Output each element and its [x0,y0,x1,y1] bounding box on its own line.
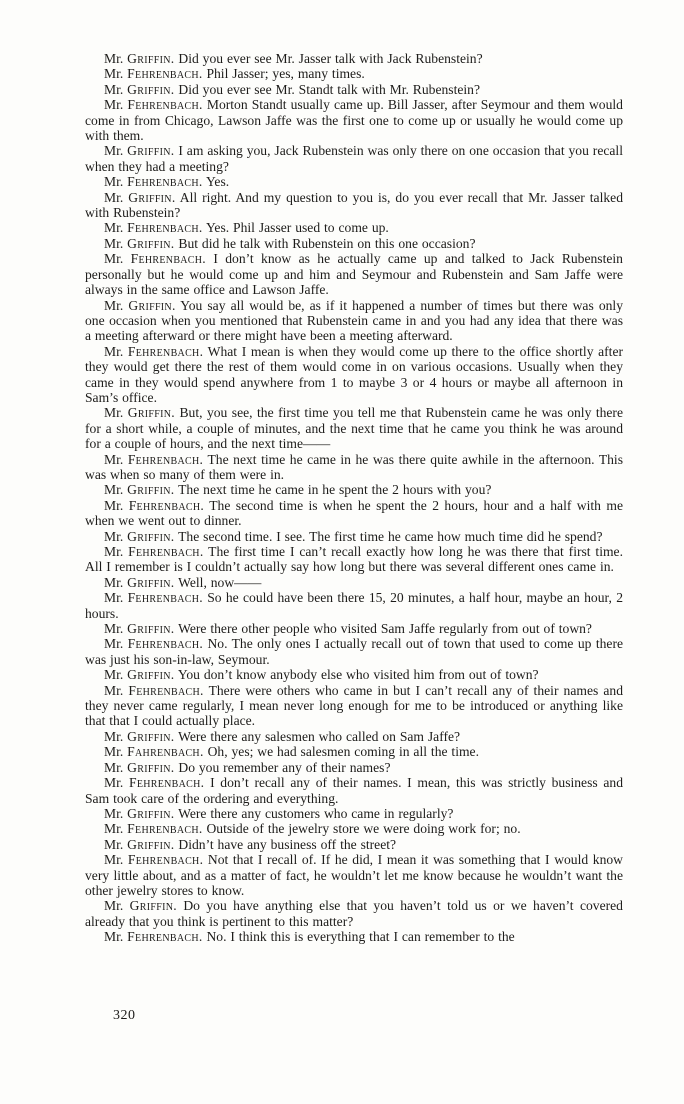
speaker-prefix: Mr. [104,682,124,698]
speaker-prefix: Mr. [104,590,124,606]
dialogue-paragraph [85,143,623,174]
utterance-text: But, you see, the first time you tell me that Rubenstein came he was only there for a short while, a couple of minutes, and the next time that he came you think he was around for a couple of hours, and the next time—— [85,405,623,452]
speaker-prefix: Mr. [104,220,124,236]
speaker-prefix: Mr. [104,51,124,66]
utterance-text: What I mean is when they would come up there to the office shortly after they would get there the rest of them would come in on various occasions. Usually when they came in they would spend anywhere from 1 to maybe 3 or 4 hours or maybe all afternoon in Sam’s office. [85,343,624,405]
speaker-prefix: Mr. [104,636,124,652]
speaker-label [104,837,174,852]
dialogue-paragraph [85,66,623,81]
dialogue-paragraph [85,298,623,344]
utterance-text: The second time is when he spent the 2 hours, hour and a half with me when we went out to dinner. [85,497,623,529]
speaker-name: Griffin. [127,728,175,744]
speaker-name: Fehrenbach. [127,451,204,467]
utterance-text: The next time he came in he spent the 2 hours with you? [178,482,492,498]
utterance-text: Were there any customers who came in regularly? [178,805,454,821]
speaker-prefix: Mr. [104,497,124,513]
speaker-label [104,575,174,590]
speaker-name: Fehrenbach. [127,852,204,868]
speaker-prefix: Mr. [104,759,124,775]
speaker-label [104,498,204,513]
speaker-name: Fehrenbach. [127,174,203,190]
speaker-name: Griffin. [127,574,175,590]
speaker-name: Fehrenbach. [130,251,206,267]
utterance-text: All right. And my question to you is, do you ever recall that Mr. Jasser talked with Rubenstein? [85,189,623,221]
speaker-prefix: Mr. [104,775,124,791]
speaker-prefix: Mr. [104,574,124,590]
speaker-name: Fehrenbach. [127,97,203,113]
speaker-label [104,667,174,682]
utterance-text: Outside of the jewelry store we were doing work for; no. [206,821,521,837]
dialogue-paragraph [85,236,623,251]
speaker-prefix: Mr. [104,143,124,159]
speaker-prefix: Mr. [104,174,124,190]
speaker-prefix: Mr. [104,836,124,852]
speaker-prefix: Mr. [104,251,124,267]
speaker-label [104,821,203,836]
utterance-text: Well, now—— [178,574,262,590]
speaker-name: Griffin. [127,482,175,498]
dialogue-paragraph [85,590,623,621]
speaker-label [104,97,203,112]
speaker-label [104,621,174,636]
speaker-label [104,636,203,651]
speaker-name: Fehrenbach. [127,590,203,606]
speaker-label [104,775,204,790]
speaker-name: Fehrenbach. [127,821,203,837]
speaker-name: Griffin. [129,898,177,914]
utterance-text: The next time he came in he was there quite awhile in the afternoon. This was when so many of them were in. [85,451,623,482]
speaker-prefix: Mr. [104,821,124,837]
dialogue-paragraph [85,852,623,898]
utterance-text: So he could have been there 15, 20 minutes, a half hour, maybe an hour, 2 hours. [85,590,623,621]
dialogue-paragraph [85,174,623,189]
speaker-prefix: Mr. [104,189,124,205]
dialogue-paragraph [85,821,623,836]
utterance-text: Yes. Phil Jasser used to come up. [205,220,389,236]
dialogue-paragraph [85,667,623,682]
speaker-name: Fehrenbach. [127,343,204,359]
speaker-label [104,729,174,744]
speaker-name: Griffin. [127,81,175,97]
speaker-name: Fahrenbach. [127,744,204,760]
speaker-prefix: Mr. [104,297,124,313]
utterance-text: Did you ever see Mr. Jasser talk with Jack Rubenstein? [178,51,483,66]
speaker-name: Fehrenbach. [128,544,204,559]
speaker-name: Fehrenbach. [127,220,203,236]
speaker-prefix: Mr. [104,528,124,544]
speaker-name: Griffin. [127,667,175,683]
dialogue-paragraph [85,498,623,529]
speaker-prefix: Mr. [104,405,124,421]
utterance-text: Oh, yes; we had salesmen coming in all the time. [207,744,479,760]
utterance-text: Were there other people who visited Sam Jaffe regularly from out of town? [178,621,592,637]
speaker-label [104,544,204,559]
speaker-name: Griffin. [127,836,175,852]
speaker-label [104,251,206,266]
speaker-label [104,806,174,821]
speaker-label [104,66,203,81]
speaker-prefix: Mr. [104,667,124,683]
dialogue-paragraph [85,405,623,451]
speaker-name: Griffin. [128,297,176,313]
dialogue-paragraph [85,344,623,406]
speaker-name: Fehrenbach. [127,636,204,652]
speaker-label [104,220,203,235]
transcript-body [85,51,623,945]
speaker-name: Griffin. [127,51,175,66]
speaker-label [104,190,176,205]
speaker-name: Griffin. [127,805,175,821]
speaker-prefix: Mr. [104,805,124,821]
speaker-prefix: Mr. [104,852,124,868]
dialogue-paragraph [85,529,623,544]
speaker-label [104,452,203,467]
speaker-prefix: Mr. [104,929,124,945]
speaker-label [104,82,174,97]
utterance-text: Did you ever see Mr. Standt talk with Mr. Rubenstein? [178,81,481,97]
speaker-name: Fehrenbach. [128,497,205,513]
utterance-text: Do you have anything else that you haven’t told us or we haven’t covered already that you think is pertinent to this matter? [85,898,623,929]
dialogue-paragraph [85,97,623,143]
utterance-text: The second time. I see. The first time he came how much time did he spend? [178,528,603,544]
dialogue-paragraph [85,898,623,929]
dialogue-paragraph [85,837,623,852]
speaker-label [104,929,203,944]
dialogue-paragraph [85,760,623,775]
dialogue-paragraph [85,929,623,944]
dialogue-paragraph [85,544,623,575]
speaker-label [104,236,174,251]
utterance-text: But did he talk with Rubenstein on this one occasion? [178,235,476,251]
speaker-name: Fehrenbach. [127,929,203,945]
speaker-label [104,744,204,759]
speaker-label [104,683,204,698]
utterance-text: I am asking you, Jack Rubenstein was only there on one occasion that you recall when they had a meeting? [85,143,623,174]
utterance-text: Phil Jasser; yes, many times. [206,66,365,82]
speaker-prefix: Mr. [104,97,124,113]
speaker-name: Fehrenbach. [127,66,203,82]
speaker-name: Griffin. [127,143,175,159]
dialogue-paragraph [85,452,623,483]
utterance-text: Do you remember any of their names? [178,759,391,775]
dialogue-paragraph [85,621,623,636]
speaker-prefix: Mr. [104,744,124,760]
utterance-text: Were there any salesmen who called on Sam Jaffe? [178,728,461,744]
dialogue-paragraph [85,251,623,297]
utterance-text: Not that I recall of. If he did, I mean it was something that I would know very little about, and as a matter of fact, he wouldn’t let me know because he wouldn’t want the other jewelry stores to know. [85,852,623,898]
speaker-name: Griffin. [127,528,175,544]
utterance-text: Morton Standt usually came up. Bill Jasser, after Seymour and them would come in from Chicago, Lawson Jaffe was the first one to come up or usually he would come up with them. [85,97,623,144]
speaker-label [104,590,203,605]
utterance-text: I don’t know as he actually came up and talked to Jack Rubenstein personally but he would come up and him and Seymour and Rubenstein and Sam Jaffe were always in the same office and Lawson Jaffe. [85,251,623,298]
speaker-prefix: Mr. [104,728,124,744]
utterance-text: Didn’t have any business off the street? [178,836,397,852]
speaker-prefix: Mr. [104,621,124,637]
dialogue-paragraph [85,220,623,235]
speaker-label [104,143,174,158]
speaker-prefix: Mr. [104,81,124,97]
speaker-prefix: Mr. [104,482,124,498]
speaker-prefix: Mr. [104,898,124,914]
speaker-label [104,405,175,420]
dialogue-paragraph [85,636,623,667]
speaker-name: Fehrenbach. [128,682,204,698]
page-number: 320 [113,1008,136,1023]
speaker-label [104,852,203,867]
speaker-name: Griffin. [127,621,175,637]
utterance-text: You say all would be, as if it happened a number of times but there was only one occasion when you mentioned that Rubenstein came in and you had any idea that there was a meeting afterward or there might have been a meeting afterward. [85,297,623,344]
dialogue-paragraph [85,744,623,759]
speaker-prefix: Mr. [104,451,124,467]
speaker-name: Griffin. [128,189,176,205]
dialogue-paragraph [85,683,623,729]
speaker-label [104,898,177,913]
dialogue-paragraph [85,729,623,744]
speaker-name: Griffin. [127,405,176,421]
speaker-label [104,51,174,66]
utterance-text: Yes. [205,174,230,190]
speaker-name: Griffin. [127,759,175,775]
speaker-prefix: Mr. [104,544,124,559]
dialogue-paragraph [85,806,623,821]
dialogue-paragraph [85,775,623,806]
speaker-prefix: Mr. [104,235,124,251]
speaker-name: Griffin. [127,235,175,251]
utterance-text: I don’t recall any of their names. I mean, this was strictly business and Sam took care of the ordering and everything. [85,775,624,806]
dialogue-paragraph [85,575,623,590]
dialogue-paragraph [85,190,623,221]
utterance-text: You don’t know anybody else who visited him from out of town? [177,667,539,683]
speaker-label [104,298,176,313]
utterance-text: There were others who came in but I can’t recall any of their names and they never came regularly, I mean never long enough for me to be introduced or anything like that that I could actually place. [85,682,623,729]
utterance-text: No. The only ones I actually recall out of town that used to come up there was just his son-in-law, Seymour. [85,636,624,667]
speaker-label [104,760,174,775]
speaker-prefix: Mr. [104,66,124,82]
dialogue-paragraph [85,51,623,66]
speaker-label [104,174,203,189]
utterance-text: The first time I can’t recall exactly how long he was there that first time. All I remember is I couldn’t actually say how long but there was several different ones came in. [85,544,623,575]
utterance-text: No. I think this is everything that I can remember to the [206,929,515,945]
speaker-label [104,482,174,497]
speaker-label [104,529,174,544]
speaker-name: Fehrenbach. [128,775,205,791]
speaker-prefix: Mr. [104,343,124,359]
dialogue-paragraph [85,482,623,497]
speaker-label [104,344,203,359]
dialogue-paragraph [85,82,623,97]
